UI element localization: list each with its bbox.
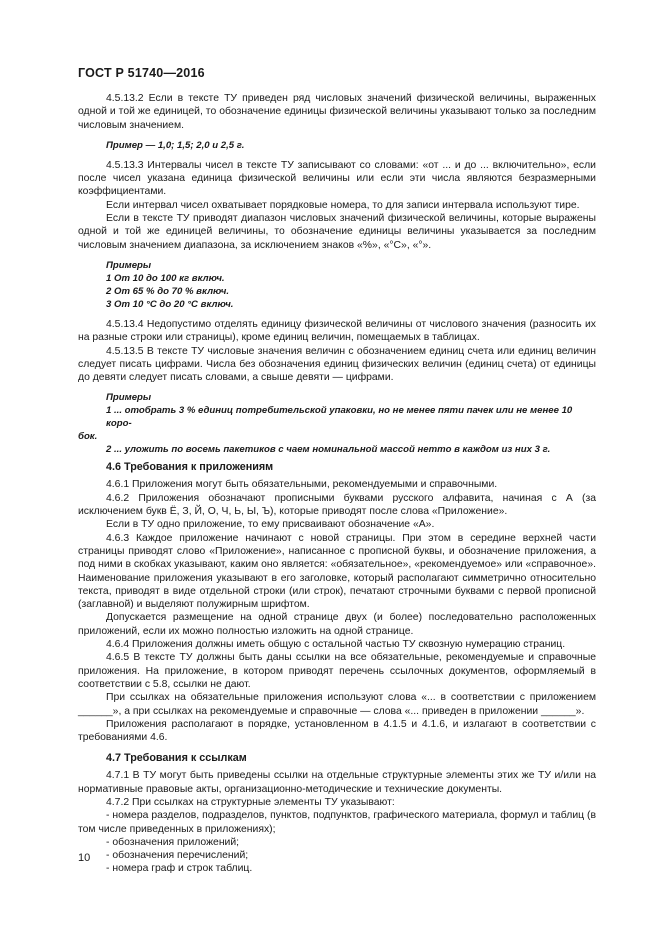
paragraph-4-7-2: 4.7.2 При ссылках на структурные элементы ТУ указывают: — [106, 796, 395, 808]
list-item: - номера граф и строк таблиц. — [106, 863, 253, 875]
list-item: - номера разделов, подразделов, пунктов, подпунктов, графического материала, формул и таблиц (в том числе приведенных в приложениях); — [78, 810, 596, 835]
page-content — [78, 92, 596, 876]
paragraph-4-5-13-4: 4.5.13.4 Недопустимо отделять единицу физической величины от числового значения (разносить их на разные строки или страницы), кроме единиц величин, помещаемых в таблицах. — [78, 318, 596, 344]
example-item: 1 ... отобрать 3 % единиц потребительской упаковки, но не менее пяти пачек или не менее 10 коро- — [106, 405, 573, 430]
section-heading-4-7: 4.7 Требования к ссылкам — [106, 752, 247, 765]
paragraph-interval: Если интервал чисел охватывает порядковые номера, то для записи интервала используют тире. — [106, 199, 580, 211]
example-item: 2 ... уложить по восемь пакетиков с чаем номинальной массой нетто в каждом из них 3 г. — [106, 444, 551, 456]
paragraph-references: При ссылках на обязательные приложения используют слова «... в соответствии с приложением ______», а при ссылках на рекомендуемые и справочные — слова «... приведен в приложении ______». — [78, 692, 596, 717]
paragraph-4-7-1: 4.7.1 В ТУ могут быть приведены ссылки на отдельные структурные элементы этих же ТУ и/или на нормативные правовые акты, организационно-методические и технические документы. — [78, 770, 596, 795]
examples-title: Примеры — [106, 392, 152, 404]
paragraph-order: Приложения располагают в порядке, установленном в 4.1.5 и 4.1.6, и излагают в соответствии с требованиями 4.6. — [78, 718, 596, 744]
paragraph-4-6-3: 4.6.3 Каждое приложение начинают с новой страницы. При этом в середине верхней части страницы приводят слово «Приложение», написанное с прописной буквы, и обозначение приложения, а под ними в скобках указывают, каким оно является: «обязательное», «рекомендуемое» или «справочное». Наименование приложения указывают в его заголовке, который располагают симметрично относительно текста, приводят в виде отдельной строки (или строк), печатают строчными буквами с первой прописной (заглавной) и выделяют полужирным шрифтом. — [78, 532, 596, 611]
paragraph-two-appendices: Допускается размещение на одной странице двух (и более) последовательно расположенных приложений, если их можно полностью изложить на одной странице. — [78, 612, 596, 637]
section-heading-4-6: 4.6 Требования к приложениям — [106, 461, 274, 474]
paragraph-range: Если в тексте ТУ приводят диапазон числовых значений физической величины, которые выражены одной и той же единицей величины, то обозначение единицы величины указывается за последним числовым значением диапазона, за исключением знаков «%», «°С», «°». — [78, 213, 596, 251]
example-item: 2 От 65 % до 70 % включ. — [106, 285, 229, 297]
paragraph-4-6-1: 4.6.1 Приложения могут быть обязательными, рекомендуемыми и справочными. — [106, 479, 498, 491]
paragraph-4-6-4: 4.6.4 Приложения должны иметь общую с остальной частью ТУ сквозную нумерацию страниц. — [106, 639, 566, 651]
paragraph-4-6-5: 4.6.5 В тексте ТУ должны быть даны ссылки на все обязательные, рекомендуемые и справочные приложения. На приложение, в котором приводят перечень ссылочных документов, оформляемый в соответствии с 5.8, ссылки не дают. — [78, 652, 596, 690]
paragraph-4-5-13-2: 4.5.13.2 Если в тексте ТУ приведен ряд числовых значений физической величины, выраженных одной и той же единицей, то обозначение единицы физической величины указывают только за последним числовым значением. — [78, 93, 596, 131]
page-number: 10 — [78, 852, 91, 864]
example-item: 3 От 10 °С до 20 °С включ. — [106, 298, 234, 310]
example-item-continuation: бок. — [78, 431, 98, 443]
examples-title: Примеры — [106, 259, 152, 271]
paragraph-one-appendix: Если в ТУ одно приложение, то ему присваивают обозначение «А». — [106, 519, 435, 531]
document-header: ГОСТ Р 51740—2016 — [78, 66, 205, 80]
example-item: 1 От 10 до 100 кг включ. — [106, 272, 225, 284]
paragraph-4-6-2: 4.6.2 Приложения обозначают прописными буквами русского алфавита, начиная с А (за исключением букв Ё, З, Й, О, Ч, Ь, Ы, Ъ), которые приводят после слова «Приложение». — [78, 492, 596, 518]
paragraph-4-5-13-5: 4.5.13.5 В тексте ТУ числовые значения величин с обозначением единиц счета или единиц величин следует писать цифрами. Числа без обозначения единиц физических величин (единиц счета) от единицы до девяти следует писать словами, а свыше девяти — цифрами. — [78, 345, 596, 384]
example-text: Пример — 1,0; 1,5; 2,0 и 2,5 г. — [106, 139, 245, 151]
list-item: - обозначения приложений; — [106, 836, 240, 848]
paragraph-4-5-13-3: 4.5.13.3 Интервалы чисел в тексте ТУ записывают со словами: «от ... и до ... включительно», если после чисел указана единица физической величины или если эти числа являются безразмерными коэффициентами. — [78, 159, 596, 198]
list-item: - обозначения перечислений; — [106, 850, 249, 862]
